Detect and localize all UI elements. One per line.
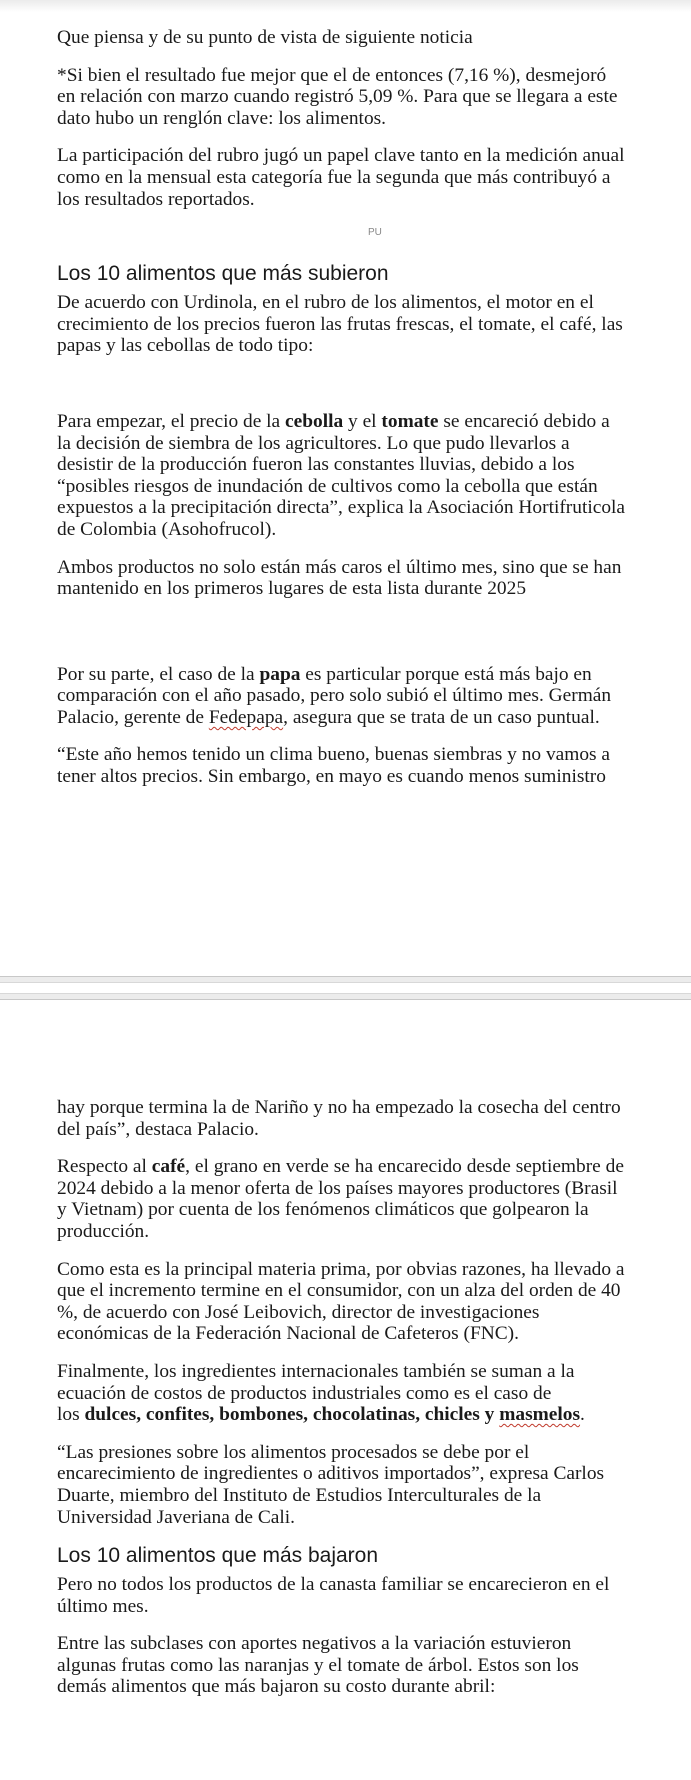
bold-sweets: dulces, confites, bombones, chocolatinas, chicles y	[84, 1404, 500, 1426]
document-page-2	[57, 1097, 691, 1714]
paragraph-raw-material: Como esta es la principal materia prima, por obvias razones, ha llevado a que el incremento termine en el consumidor, con un alza del orden de 40 %, de acuerdo con José Leibovich, director de investigaciones económicas de la Federación Nacional de Cafeteros (FNC).	[57, 1258, 625, 1345]
embed-placeholder	[57, 373, 691, 411]
text: se encareció debido a la decisión de siembra de los agricultores. Lo que pudo llevarlos a desistir de la producción fueron las constantes lluvias, debido a los “posibles riesgos de inundación de cultivos como la cebolla que están expuestos a la precipitación directa”, explica la Asociación Hortifruticola de Colombia (Asohofrucol).	[57, 410, 626, 540]
pu-marker: PU	[368, 227, 382, 239]
paragraph-quote-start: “Este año hemos tenido un clima bueno, buenas siembras y no vamos a tener altos precios. Sin embargo, en mayo es cuando menos suministro	[57, 744, 611, 788]
text: , asegura que se trata de un caso puntual.	[283, 706, 600, 728]
paragraph-not-all-products: Pero no todos los productos de la canasta familiar se encarecieron en el último mes.	[57, 1574, 610, 1617]
text: y el	[343, 410, 382, 432]
paragraph-duarte-quote: “Las presiones sobre los alimentos procesados se debe por el encarecimiento de ingredientes o aditivos importados”, expresa Carlos Duarte, miembro del Instituto de Estudios Interculturales de la Universidad Javeriana de Cali.	[57, 1441, 605, 1528]
bold-tomato: tomate	[381, 410, 439, 432]
intro-paragraph: Que piensa y de su punto de vista de siguiente noticia	[57, 27, 473, 48]
bold-potato: papa	[259, 663, 301, 685]
paragraph-international-ingredients	[57, 1361, 691, 1426]
page-gap	[0, 982, 691, 994]
paragraph-result: *Si bien el resultado fue mejor que el de entonces (7,16 %), desmejoró en relación con marzo cuando registró 5,09 %. Para que se llegara a este dato hubo un renglón clave: los alimentos.	[57, 64, 618, 129]
spellcheck-word-fedepapa[interactable]: Fedepapa	[208, 706, 284, 728]
text: es particular porque está más bajo en comparación con el año pasado, pero solo subió el último mes. Germán Palacio, gerente de	[57, 663, 612, 728]
paragraph-both-products: Ambos productos no solo están más caros el último mes, sino que se han mantenido en los primeros lugares de esta lista durante 2025	[57, 556, 622, 600]
heading-most-increased: Los 10 alimentos que más subieron	[57, 262, 389, 286]
document-page-1	[57, 27, 691, 804]
paragraph-potato	[57, 664, 691, 729]
embed-placeholder	[57, 616, 691, 664]
heading-most-decreased: Los 10 alimentos que más bajaron	[57, 1544, 379, 1568]
text: Finalmente, los ingredientes internacionales también se suman a la ecuación de costos de productos industriales como es el caso de los	[57, 1360, 575, 1426]
text: Respecto al	[57, 1156, 152, 1178]
text: Para empezar, el precio de la	[57, 410, 286, 432]
paragraph-negative-contributions: Entre las subclases con aportes negativos a la variación estuvieron algunas frutas como las naranjas y el tomate de árbol. Estos son los demás alimentos que más bajaron su costo durante abril:	[57, 1633, 579, 1698]
window-top-band	[0, 0, 691, 12]
page-break-separator	[0, 976, 691, 1000]
paragraph-quote-end: hay porque termina la de Nariño y no ha empezado la cosecha del centro del país”, destaca Palacio.	[57, 1097, 621, 1140]
paragraph-urdinola: De acuerdo con Urdinola, en el rubro de los alimentos, el motor en el crecimiento de los precios fueron las frutas frescas, el tomate, el café, las papas y las cebollas de todo tipo:	[57, 292, 623, 357]
paragraph-onion-tomato	[57, 411, 691, 541]
paragraph-participation: La participación del rubro jugó un papel clave tanto en la medición anual como en la mensual esta categoría fue la segunda que más contribuyó a los resultados reportados.	[57, 145, 625, 210]
text: , el grano en verde se ha encarecido desde septiembre de 2024 debido a la menor oferta de los países mayores productores (Brasil y Vietnam) por cuenta de los fenómenos climáticos que golpearon la producción.	[57, 1156, 624, 1242]
bold-coffee: café	[151, 1156, 186, 1178]
paragraph-coffee	[57, 1156, 691, 1242]
text: .	[580, 1404, 585, 1426]
bold-onion: cebolla	[285, 410, 344, 432]
spellcheck-word-masmelos[interactable]: masmelos	[499, 1404, 581, 1426]
text: Por su parte, el caso de la	[57, 663, 260, 685]
